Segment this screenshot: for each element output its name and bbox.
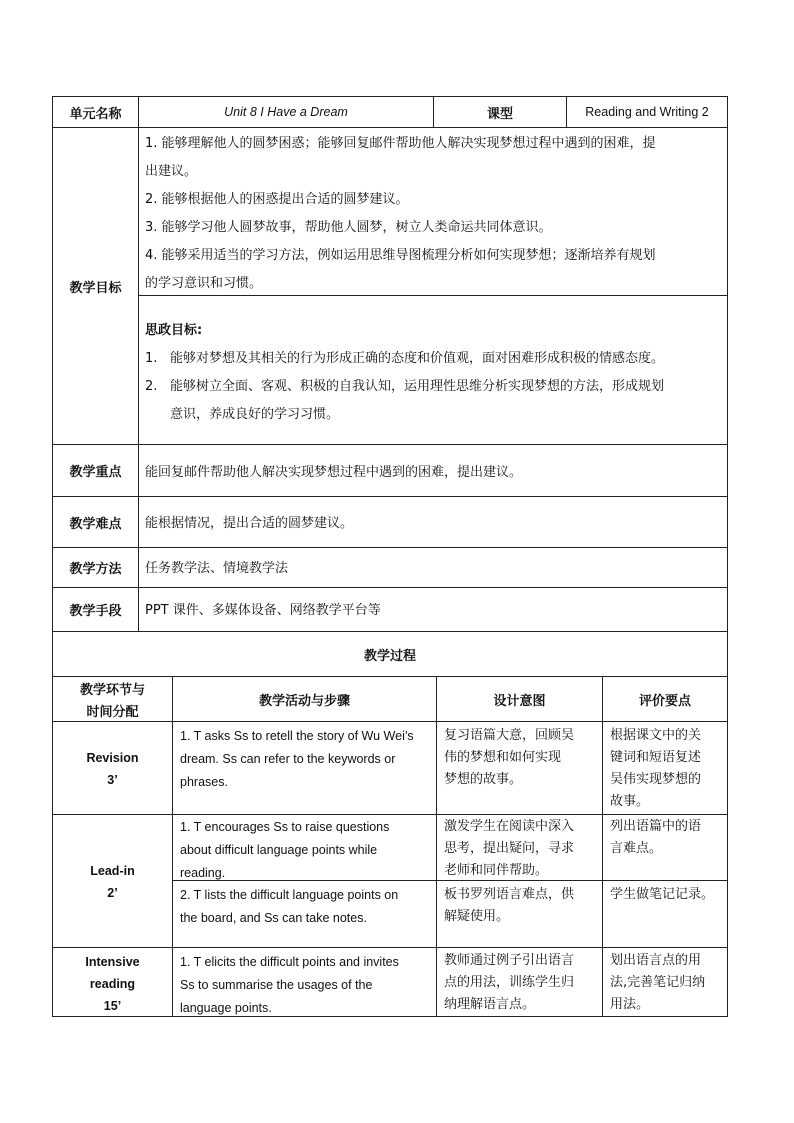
activity-cell: 1. T asks Ss to retell the story of Wu Wei’s dream. Ss can refer to the keywords or phrases. <box>180 729 414 789</box>
intent-cell: 复习语篇大意，回顾吴 伟的梦想和如何实现 梦想的故事。 <box>444 728 575 787</box>
intent-cell: 激发学生在阅读中深入 思考，提出疑问，寻求 老师和同伴帮助。 <box>444 819 575 878</box>
objectives-label: 教学目标 <box>69 280 122 296</box>
unit-label: 单元名称 <box>69 106 122 122</box>
unit-name: Unit 8 I Have a Dream <box>224 105 348 119</box>
means-label: 教学手段 <box>69 604 122 619</box>
intent-cell: 教师通过例子引出语言 点的用法，训练学生归 纳理解语言点。 <box>444 953 575 1012</box>
eval-cell: 学生做笔记记录。 <box>610 887 715 902</box>
activity-cell: 2. T lists the difficult language points on the board, and Ss can take notes. <box>180 888 399 925</box>
column-header-activity: 教学活动与步骤 <box>258 693 350 709</box>
lesson-type-value: Reading and Writing 2 <box>585 105 709 119</box>
column-header-eval: 评价要点 <box>638 693 691 709</box>
methods-label: 教学方法 <box>69 562 122 577</box>
process-title: 教学过程 <box>363 648 416 664</box>
stage-cell: Lead-in 2’ <box>90 864 135 900</box>
objective-line: 4. 能够采用适当的学习方法，例如运用思维导图梳理分析如何实现梦想；逐渐培养有规划 <box>145 248 656 263</box>
activity-cell: 1. T encourages Ss to raise questions about difficult language points while reading. <box>180 820 390 880</box>
eval-cell: 列出语篇中的语 言难点。 <box>610 819 702 856</box>
ideology-line: 能够对梦想及其相关的行为形成正确的态度和价值观，面对困难形成积极的情感态度。 <box>170 351 665 366</box>
activity-cell: 1. T elicits the difficult points and invites Ss to summarise the usages of the language points. <box>180 955 399 1015</box>
key-points-label: 教学重点 <box>69 465 122 480</box>
objective-line: 的学习意识和习惯。 <box>145 276 263 291</box>
column-header-intent: 设计意图 <box>493 693 546 709</box>
eval-cell: 根据课文中的关 键词和短语复述 吴伟实现梦想的 故事。 <box>610 728 702 809</box>
stage-cell: Intensive reading 15’ <box>85 955 140 1013</box>
intent-cell: 板书罗列语言难点，供 解疑使用。 <box>444 887 575 924</box>
eval-cell: 划出语言点的用 法,完善笔记归纳 用法。 <box>610 953 706 1012</box>
ideology-number: 1. <box>145 351 158 366</box>
difficulties-value: 能根据情况，提出合适的圆梦建议。 <box>145 515 354 531</box>
column-header-stage: 教学环节与 时间分配 <box>79 683 145 720</box>
means-value: PPT 课件、多媒体设备、网络教学平台等 <box>145 602 381 618</box>
ideology-line: 能够树立全面、客观、积极的自我认知，运用理性思维分析实现梦想的方法，形成规划 <box>170 379 665 394</box>
objective-line: 2. 能够根据他人的困惑提出合适的圆梦建议。 <box>145 192 409 207</box>
methods-value: 任务教学法、情境教学法 <box>145 560 289 576</box>
ideology-title: 思政目标: <box>145 323 203 338</box>
ideology-line: 意识，养成良好的学习习惯。 <box>170 407 340 422</box>
ideology-number: 2. <box>145 379 158 394</box>
difficulties-label: 教学难点 <box>69 516 122 532</box>
objective-line: 出建议。 <box>145 164 198 179</box>
objective-line: 1. 能够理解他人的圆梦困惑；能够回复邮件帮助他人解决实现梦想过程中遇到的困难，提 <box>145 136 656 151</box>
key-points-value: 能回复邮件帮助他人解决实现梦想过程中遇到的困难，提出建议。 <box>145 465 523 480</box>
objective-line: 3. 能够学习他人圆梦故事，帮助他人圆梦，树立人类命运共同体意识。 <box>145 220 552 235</box>
stage-cell: Revision 3’ <box>86 751 139 787</box>
lesson-type-label: 课型 <box>486 106 513 122</box>
